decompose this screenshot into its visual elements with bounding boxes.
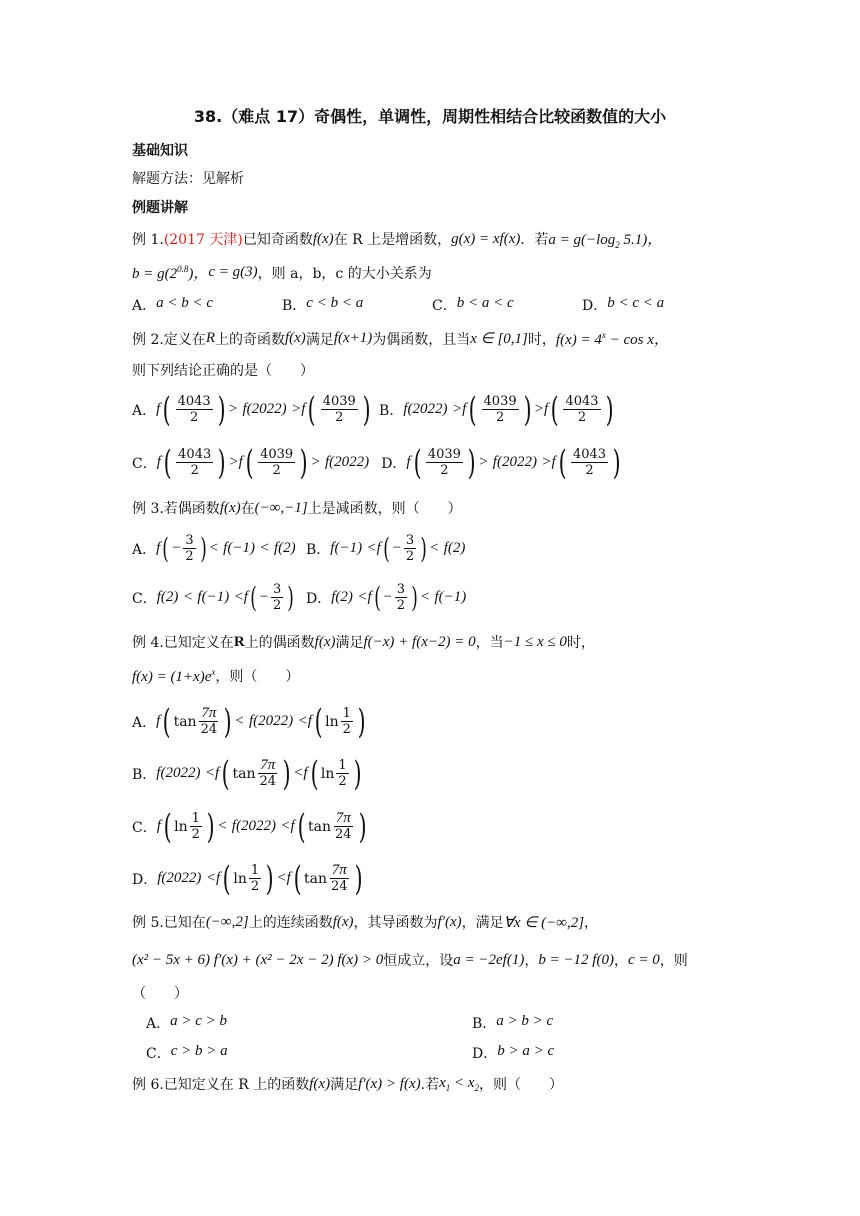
example-4-line-2: $f(x) = (1+x)e^x$ ，则（ ） [132, 666, 300, 685]
option-d: D． b < c < a [582, 295, 665, 314]
example-4-option-d: D． f(2022) < f ( ln $\frac{1}{2}$ ) < f ( tan $\frac{7\pi}{24}$ ) [132, 858, 363, 899]
option-d: D． f ( $\frac{4039}{2}$ ) > f(2022) > f ( $\frac{4043}{2}$ ) [381, 442, 621, 483]
example-5-line-2: (x² − 5x + 6) f′(x) + (x² − 2x − 2) f(x) > 0 恒成立，设 a = −2ef(1) ， b = −12 f(0) ， c = 0 ，则 [132, 951, 688, 969]
example-3-stem: 例 3.若偶函数 f(x) 在 (−∞,−1] 上是减函数，则（ ） [132, 499, 462, 517]
option-c: C． c > b > a [146, 1043, 228, 1062]
section-method: 解题方法：见解析 [132, 171, 244, 187]
example-5-line-3: （ ） [132, 986, 188, 1002]
option-b: B． f(−1) < f ( − $\frac{3}{2}$ ) < f(2) [306, 531, 466, 565]
example-5-options-cd [146, 1043, 746, 1063]
option-a: A． f ( − $\frac{3}{2}$ ) < f(−1) < f(2) [132, 531, 296, 565]
example-6-stem: 例 6.已知定义在 R 上的函数 f(x) 满足 f′(x) > f(x) .若 $x_1 < x_2$ ，则（ ） [132, 1075, 564, 1093]
option-c: C． f ( $\frac{4043}{2}$ ) > f ( $\frac{4039}{2}$ ) > f(2022) [132, 442, 370, 483]
option-a: A． a < b < c [132, 295, 214, 314]
example-1-source: (2017 天津) [163, 232, 243, 248]
option-c: C． b < a < c [432, 295, 514, 314]
option-a: A． f ( $\frac{4043}{2}$ ) > f(2022) > f ( $\frac{4039}{2}$ ) [132, 389, 371, 430]
example-4-option-c: C． f ( ln $\frac{1}{2}$ ) < f(2022) < f ( tan $\frac{7\pi}{24}$ ) [132, 806, 367, 847]
example-2-line-1: 例 2.定义在 R 上的奇函数 f(x) 满足 f(x+1) 为偶函数，且当 x ∈ [0,1] 时， $f(x) = 4^x - \cos x$， [132, 330, 669, 348]
option-b: B． f(2022) > f ( $\frac{4039}{2}$ ) > f ( $\frac{4043}{2}$ ) [379, 389, 614, 430]
example-4-option-a: A． f ( tan $\frac{7\pi}{24}$ ) < f(2022) < f ( ln $\frac{1}{2}$ ) [132, 701, 366, 742]
example-4-line-1: 例 4.已知定义在 R 上的偶函数 f(x) 满足 f(−x) + f(x−2) = 0 ，当 −1 ≤ x ≤ 0 时， [132, 633, 595, 651]
example-5-options-ab [146, 1013, 746, 1033]
option-d: D． f(2) < f ( − $\frac{3}{2}$ ) < f(−1) [306, 580, 467, 614]
example-5-line-1: 例 5.已知在 (−∞,2] 上的连续函数 f(x) ，其导函数为 f′(x) ，满足 ∀x ∈ (−∞,2] ， [132, 913, 599, 931]
option-b: B． a > b > c [472, 1013, 554, 1032]
page-title: 38.（难点 17）奇偶性，单调性，周期性相结合比较函数值的大小 [193, 107, 667, 126]
example-2-options-ab [132, 389, 732, 430]
section-basics: 基础知识 [132, 143, 188, 159]
example-1-line-1: 例 1. (2017 天津) 已知奇函数 f(x) 在 R 上是增函数， g(x) = xf(x) ．若 $a = g(-\log_2$ 5.1)， [132, 230, 663, 250]
example-3-options-ab [132, 533, 732, 564]
option-b: B． c < b < a [282, 295, 364, 314]
example-1-options [132, 295, 732, 315]
example-2-options-cd [132, 442, 732, 483]
option-c: C． f(2) < f(−1) < f ( − $\frac{3}{2}$ ) [132, 580, 295, 614]
section-examples: 例题讲解 [132, 200, 188, 216]
example-3-options-cd [132, 582, 732, 613]
option-a: A． a > c > b [146, 1013, 228, 1032]
example-2-line-2: 则下列结论正确的是（ ） [132, 363, 314, 379]
example-1-line-2: $b = g(2^{0.8})$， c = g(3) ，则 a，b，c 的大小关系为 [132, 264, 432, 282]
example-4-option-b: B． f(2022) < f ( tan $\frac{7\pi}{24}$ ) < f ( ln $\frac{1}{2}$ ) [132, 753, 362, 794]
option-d: D． b > a > c [472, 1043, 555, 1062]
